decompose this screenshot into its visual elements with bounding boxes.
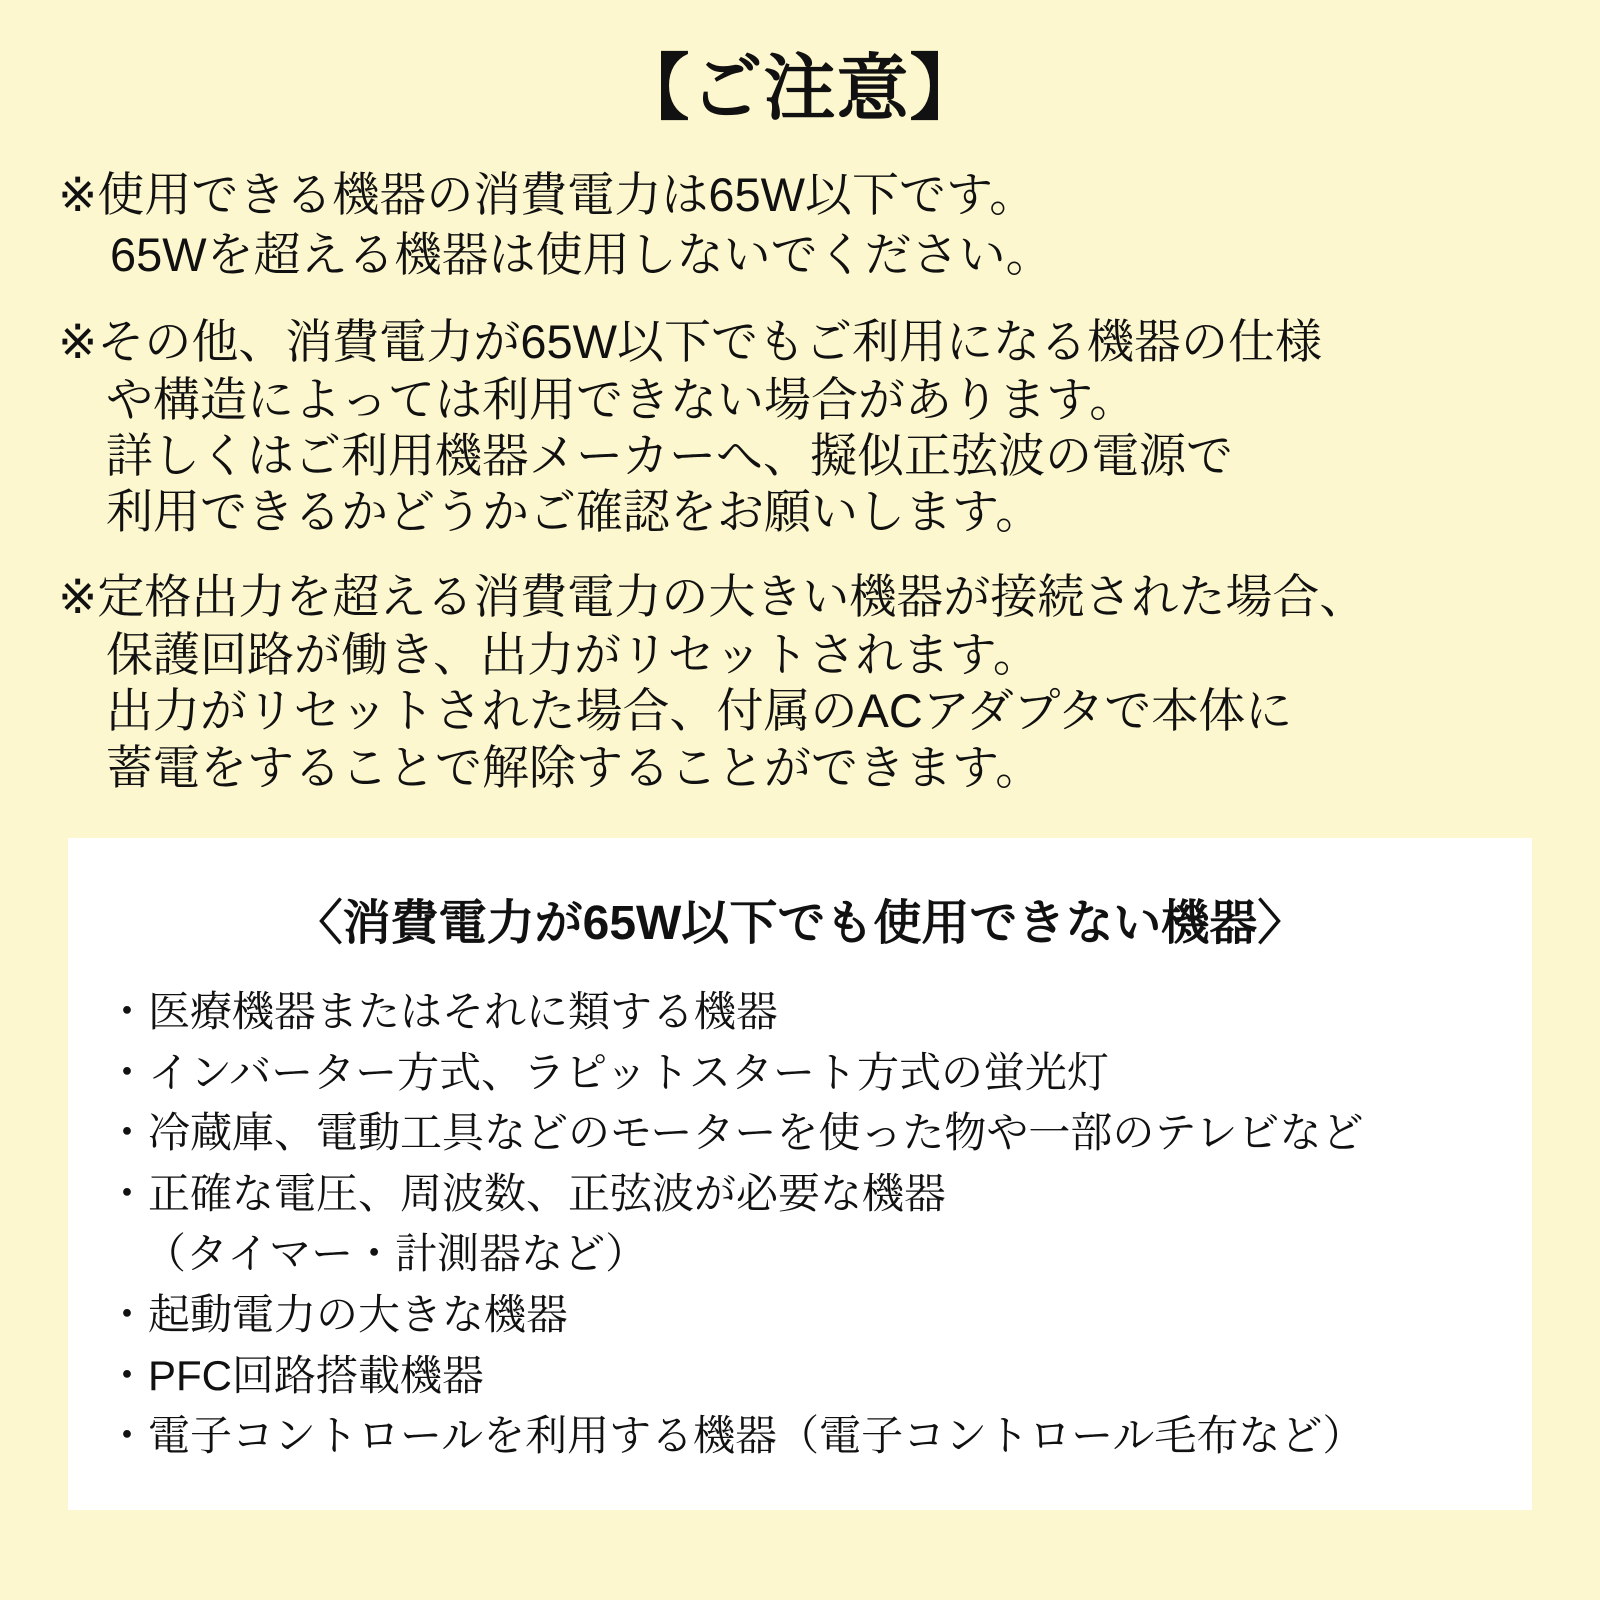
list-item-label: 医療機器またはそれに類する機器 (148, 988, 779, 1035)
note-line: 出力がリセットされた場合、付属のACアダプタで本体に (106, 684, 1293, 738)
list-item (106, 1349, 1532, 1404)
list-item-label: 冷蔵庫、電動工具などのモーターを使った物や一部のテレビなど (148, 1109, 1364, 1157)
bullet-marker: ・ (106, 1412, 149, 1460)
list-item-label: 正確な電圧、周波数、正弦波が必要な機器 (148, 1169, 947, 1217)
note-line: 詳しくはご利用機器メーカーへ、擬似正弦波の電源で (106, 429, 1234, 483)
list-item-label: 電子コントロールを利用する機器（電子コントロール毛布など） (148, 1412, 1365, 1460)
note-line: 65Wを超える機器は使用しないでください。 (110, 228, 1053, 282)
bullet-marker: ・ (106, 1351, 149, 1399)
list-item-label: インバーター方式、ラピットスタート方式の蛍光灯 (148, 1048, 1109, 1096)
bullet-marker: ・ (106, 1290, 149, 1338)
list-item (106, 1167, 1532, 1222)
note-line: 蓄電をすることで解除することができます。 (106, 740, 1043, 794)
note-line: ※その他、消費電力が65W以下でもご利用になる機器の仕様 (58, 314, 1323, 368)
list-item (106, 1106, 1532, 1161)
list-item-label: 起動電力の大きな機器 (148, 1290, 569, 1338)
panel-title: 〈消費電力が65W以下でも使用できない機器〉 (294, 897, 1306, 950)
bullet-marker: ・ (106, 1169, 149, 1217)
bullet-marker: ・ (106, 1109, 149, 1157)
list-item (106, 1409, 1532, 1464)
list-item (106, 985, 1532, 1040)
note-line: 利用できるかどうかご確認をお願いします。 (106, 485, 1043, 539)
unsupported-devices-list (68, 985, 1532, 1464)
notes-section (58, 165, 1542, 796)
unsupported-devices-panel (68, 838, 1532, 1510)
note-item (58, 165, 1542, 285)
note-line: 保護回路が働き、出力がリセットされます。 (106, 627, 1040, 681)
page-title: 【ご注意】 (617, 49, 983, 129)
note-line: や構造によっては利用できない場合があります。 (106, 372, 1137, 426)
note-line: ※使用できる機器の消費電力は65W以下です。 (58, 168, 1037, 222)
note-item (58, 567, 1542, 796)
bullet-marker: ・ (106, 988, 149, 1035)
list-item-subtext: （タイマー・計測器など） (144, 1230, 648, 1278)
bullet-marker: ・ (106, 1048, 149, 1096)
note-item (58, 312, 1542, 541)
note-line: ※定格出力を超える消費電力の大きい機器が接続された場合、 (58, 569, 1367, 623)
list-item (106, 1288, 1532, 1343)
list-item (106, 1046, 1532, 1101)
list-item-label: PFC回路搭載機器 (148, 1351, 485, 1399)
